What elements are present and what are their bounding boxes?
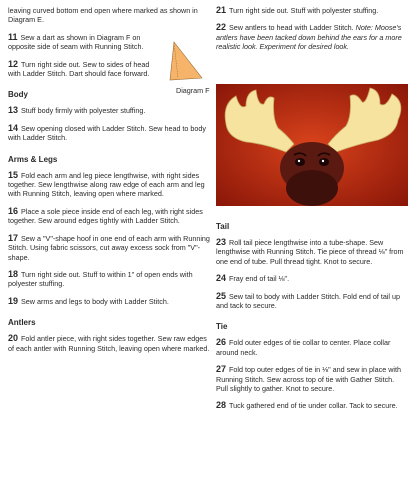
step-number: 14 [8, 122, 19, 133]
step-number: 21 [216, 5, 227, 15]
step-23 [216, 238, 408, 266]
step-number: 25 [216, 290, 227, 301]
step-17 [8, 234, 210, 262]
step-number: 23 [216, 237, 227, 247]
step-21 [216, 6, 408, 15]
step-text: Turn right side out. Sew to sides of head with Ladder Stitch. Dart should face forward. [8, 59, 150, 79]
step-number: 22 [216, 22, 227, 33]
diagram-f-triangle [166, 40, 206, 86]
step-text: Turn right side out. Stuff to within 1" of open ends with polyester stuffing. [8, 269, 193, 289]
step-number: 17 [8, 232, 19, 243]
right-column [216, 0, 408, 60]
step-note: Note: Moose's antlers have been tacked down behind the ears for a more realistic look. Experiment for desired look. [216, 23, 402, 52]
step-text: Stuff body firmly with polyester stuffing. [21, 106, 146, 116]
step-text: Sew a dart as shown in Diagram F on opposite side of seam with Running Stitch. [8, 32, 144, 52]
step-text: Turn right side out. Stuff with polyester stuffing. [229, 6, 379, 15]
moose-photo [216, 84, 408, 206]
step-text: Fold top outer edges of tie in ⅛" and sew in place with Running Stitch. Sew across top of tie with Gather Stitch. Pull slightly to gather. Knot to secure. [216, 365, 401, 394]
step-text: Sew opening closed with Ladder Stitch. Sew head to body with Ladder Stitch. [8, 123, 207, 143]
step-11 [8, 33, 158, 52]
step-20 [8, 334, 210, 353]
section-heading-tail: Tail [216, 222, 230, 231]
section-heading-arms-legs: Arms & Legs [8, 154, 58, 164]
step-22 [216, 23, 408, 51]
step-number: 11 [8, 31, 18, 42]
step-text: Roll tail piece lengthwise into a tube-shape. Sew lengthwise with Running Stitch. Tie piece of thread ⅛" from one end of tube. Pull thread tight. Knot to secure. [216, 238, 404, 266]
step-text: Sew tail to body with Ladder Stitch. Fold end of tail up and tack to secure. [216, 291, 401, 311]
intro-text: leaving curved bottom end open where marked as shown in Diagram E. [8, 6, 198, 25]
step-28 [216, 401, 408, 410]
step-26 [216, 338, 408, 357]
step-text: Sew arms and legs to body with Ladder Stitch. [21, 296, 169, 306]
step-number: 20 [8, 333, 19, 344]
step-16 [8, 207, 210, 226]
step-text: Fold outer edges of tie collar to center. Place collar around neck. [216, 338, 391, 357]
step-number: 19 [8, 295, 19, 306]
step-27 [216, 365, 408, 393]
step-number: 28 [216, 400, 227, 411]
step-text: Fray end of tail ⅛". [229, 274, 290, 284]
step-number: 27 [216, 364, 227, 375]
section-heading-tie: Tie [216, 322, 228, 332]
step-25 [216, 292, 408, 311]
step-text: Fold each arm and leg piece lengthwise, with right sides together. Sew lengthwise along raw edge of each arm and leg with Running Stitch, leaving open where marked. [8, 170, 205, 199]
section-heading-antlers: Antlers [8, 318, 36, 328]
diagram-f-label: Diagram F [176, 86, 210, 95]
right-column-lower [216, 222, 408, 419]
step-19 [8, 297, 210, 306]
step-text: Place a sole piece inside end of each leg, with right sides together. Sew around edges tightly with Ladder Stitch. [8, 206, 203, 226]
step-12 [8, 60, 158, 79]
step-13 [8, 106, 210, 115]
step-text: Tuck gathered end of tie under collar. Tack to secure. [229, 401, 398, 411]
step-24 [216, 274, 408, 283]
step-number: 15 [8, 169, 19, 180]
step-text: Fold antler piece, with right sides together. Sew raw edges of each antler with Running Stitch, leaving open where marked. [8, 334, 210, 353]
moose-illustration [216, 84, 408, 206]
section-heading-body: Body [8, 90, 28, 100]
step-number: 26 [216, 337, 227, 348]
step-text: Sew a "V"-shape hoof in one end of each arm with Running Stitch. Using fabric scissors, cut away excess sock from "V"-shape. [8, 233, 210, 262]
step-text: Sew antlers to head with Ladder Stitch. [229, 23, 354, 33]
step-number: 24 [216, 273, 227, 284]
step-number: 16 [8, 205, 19, 216]
step-18 [8, 270, 210, 289]
step-number: 18 [8, 268, 19, 279]
step-15 [8, 171, 210, 199]
step-14 [8, 124, 210, 143]
step-number: 12 [8, 58, 19, 69]
step-number: 13 [8, 105, 19, 116]
